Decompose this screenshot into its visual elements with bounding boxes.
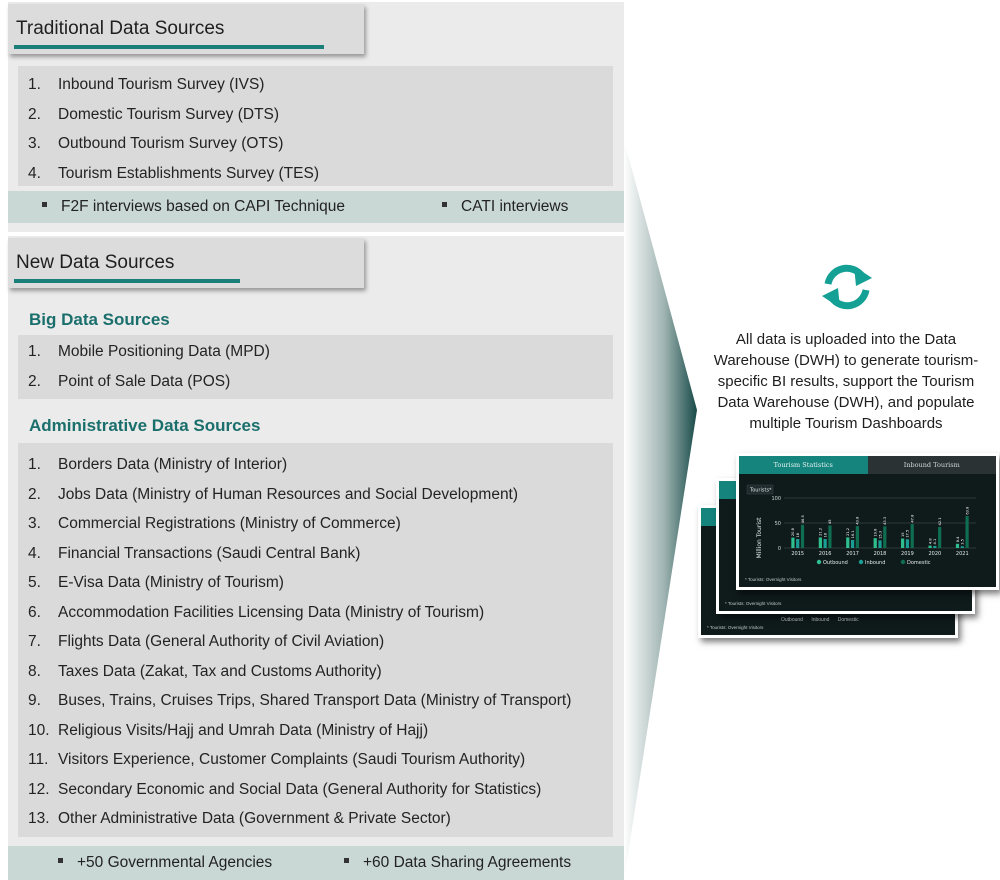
- data-label: 43.8: [855, 516, 860, 525]
- dashboard-tabbar: [739, 456, 996, 474]
- agreements-item: +60 Data Sharing Agreements: [344, 846, 571, 880]
- x-tick-label: 2019: [901, 551, 914, 557]
- legend-marker: [901, 560, 905, 564]
- dashboard-footnote: * Tourists: Overnight Visitors: [725, 601, 782, 606]
- list-item: 9. Buses, Trains, Cruises Trips, Shared Transport Data (Ministry of Transport): [28, 692, 572, 709]
- data-label: 3.5: [960, 539, 965, 545]
- tab-inbound-tourism[interactable]: Inbound Tourism: [903, 461, 960, 469]
- list-item: 4. Financial Transactions (Saudi Central Bank): [28, 544, 361, 562]
- legend-label: Domestic: [907, 560, 931, 566]
- bar-domestic: [938, 527, 941, 548]
- data-label: 21.2: [846, 527, 851, 536]
- bar-domestic: [856, 526, 859, 548]
- administrative-data-title: Administrative Data Sources: [29, 416, 261, 435]
- list-item: 3. Outbound Tourism Survey (OTS): [28, 135, 284, 152]
- data-label: 4.8: [928, 538, 933, 545]
- bar-inbound: [933, 546, 936, 548]
- bar-inbound: [961, 546, 964, 548]
- chart-badge-label: Tourists*: [750, 487, 772, 494]
- bar-domestic: [828, 526, 831, 549]
- method-item: F2F interviews based on CAPI Technique: [42, 191, 345, 223]
- x-tick-label: 2016: [818, 551, 832, 557]
- data-label: 43.3: [883, 516, 888, 525]
- legend-marker: [859, 560, 863, 564]
- legend-label: Outbound: [823, 560, 848, 566]
- traditional-sources-list: [18, 66, 613, 186]
- list-item: 1. Mobile Positioning Data (MPD): [28, 343, 270, 360]
- data-label: 21.2: [818, 527, 823, 536]
- list-item: 12. Secondary Economic and Social Data (General Authority for Statistics): [28, 780, 542, 798]
- legend-label: Inbound: [865, 560, 886, 566]
- list-item: 8. Taxes Data (Zakat, Tax and Customs Authority): [28, 662, 382, 680]
- survey-methods-band: [8, 191, 624, 223]
- list-item: 10. Religious Visits/Hajj and Umrah Data (Ministry of Hajj): [28, 721, 429, 739]
- bar-outbound: [874, 538, 877, 548]
- data-label: 17.5: [905, 529, 910, 538]
- list-item: 1. Borders Data (Ministry of Interior): [28, 456, 288, 473]
- data-label: 47.8: [910, 514, 915, 523]
- dwh-description: All data is uploaded into the Data Warehouse (DWH) to generate tourism-specific BI results, support the Tourism Data Warehouse (DWH), and populate multiple Tourism Dashboards: [713, 331, 979, 432]
- bar-outbound: [819, 537, 822, 548]
- dashboard-front: [736, 453, 999, 590]
- new-sources-header: [8, 238, 364, 288]
- x-tick-label: 2020: [928, 551, 942, 557]
- y-tick-label: 50: [774, 521, 781, 527]
- header-underline: [14, 45, 324, 49]
- data-label: 19.8: [873, 528, 878, 537]
- dashboard-chart: [739, 476, 996, 586]
- data-label: 18: [796, 532, 801, 538]
- legend-marker: [817, 560, 821, 564]
- dashboard-footnote: * Tourists: Overnight Visitors: [707, 625, 764, 630]
- x-tick-label: 2015: [791, 551, 805, 557]
- traditional-sources-header: [8, 4, 364, 54]
- traditional-sources-title: Traditional Data Sources: [16, 18, 225, 39]
- x-tick-label: 2017: [846, 551, 859, 557]
- data-label: 46.5: [800, 515, 805, 524]
- bar-domestic: [801, 525, 804, 548]
- x-tick-label: 2018: [873, 551, 887, 557]
- bullet-icon: [42, 202, 47, 207]
- data-label: 45: [828, 519, 833, 524]
- new-sources-title: New Data Sources: [16, 252, 175, 273]
- data-label: 19: [900, 532, 905, 537]
- bar-outbound: [956, 544, 959, 548]
- bar-inbound: [824, 539, 827, 548]
- data-label: 20.8: [791, 528, 796, 537]
- big-data-list: [18, 335, 613, 399]
- y-axis-label: Million Tourist: [756, 517, 763, 559]
- data-label: 8.4: [955, 536, 960, 543]
- list-item: 1. Inbound Tourism Survey (IVS): [28, 76, 265, 93]
- dashboard-footnote: * Tourists: Overnight Visitors: [745, 577, 802, 582]
- administrative-data-list: [18, 443, 613, 837]
- list-item: 2. Jobs Data (Ministry of Human Resources and Social Development): [28, 485, 519, 503]
- bar-outbound: [846, 537, 849, 548]
- y-tick-label: 0: [777, 546, 781, 552]
- list-item: 3. Commercial Registrations (Ministry of Commerce): [28, 515, 401, 532]
- dashboard-legend: Outbound Inbound Domestic: [781, 617, 859, 623]
- data-label: 63.8: [965, 506, 970, 515]
- big-data-title: Big Data Sources: [29, 310, 170, 329]
- bar-outbound: [901, 539, 904, 549]
- list-item: 2. Point of Sale Data (POS): [28, 372, 231, 390]
- bar-inbound: [796, 539, 799, 548]
- bar-inbound: [878, 540, 881, 548]
- bar-outbound: [928, 546, 931, 548]
- list-item: 5. E-Visa Data (Ministry of Tourism): [28, 574, 284, 591]
- x-tick-label: 2021: [955, 551, 969, 557]
- tab-tourism-statistics[interactable]: Tourism Statistics: [739, 456, 868, 474]
- list-item: 11. Visitors Experience, Customer Complaints (Saudi Tourism Authority): [28, 751, 526, 768]
- bar-outbound: [791, 538, 794, 548]
- method-item: CATI interviews: [442, 191, 568, 223]
- list-item: 6. Accommodation Facilities Licensing Data (Ministry of Tourism): [28, 603, 485, 621]
- bar-domestic: [911, 524, 914, 548]
- y-tick-label: 100: [771, 496, 781, 502]
- list-item: 4. Tourism Establishments Survey (TES): [28, 164, 319, 182]
- bar-inbound: [851, 540, 854, 548]
- bullet-icon: [344, 858, 349, 863]
- data-label: 18: [823, 532, 828, 538]
- list-item: 13. Other Administrative Data (Government & Private Sector): [28, 810, 451, 827]
- bar-domestic: [883, 526, 886, 548]
- bullet-icon: [442, 202, 447, 207]
- bullet-icon: [58, 858, 63, 863]
- data-label: 16.1: [850, 530, 855, 539]
- sync-icon: [818, 262, 876, 312]
- data-label: 4.1: [933, 538, 938, 545]
- data-label: 42.1: [937, 517, 942, 526]
- bar-inbound: [906, 539, 909, 548]
- agencies-item: +50 Governmental Agencies: [58, 846, 272, 880]
- header-underline: [14, 279, 240, 283]
- bar-domestic: [965, 516, 968, 548]
- data-label: 15.3: [878, 530, 883, 539]
- agencies-band: [8, 846, 624, 880]
- list-item: 7. Flights Data (General Authority of Civil Aviation): [28, 633, 385, 650]
- list-item: 2. Domestic Tourism Survey (DTS): [28, 105, 280, 123]
